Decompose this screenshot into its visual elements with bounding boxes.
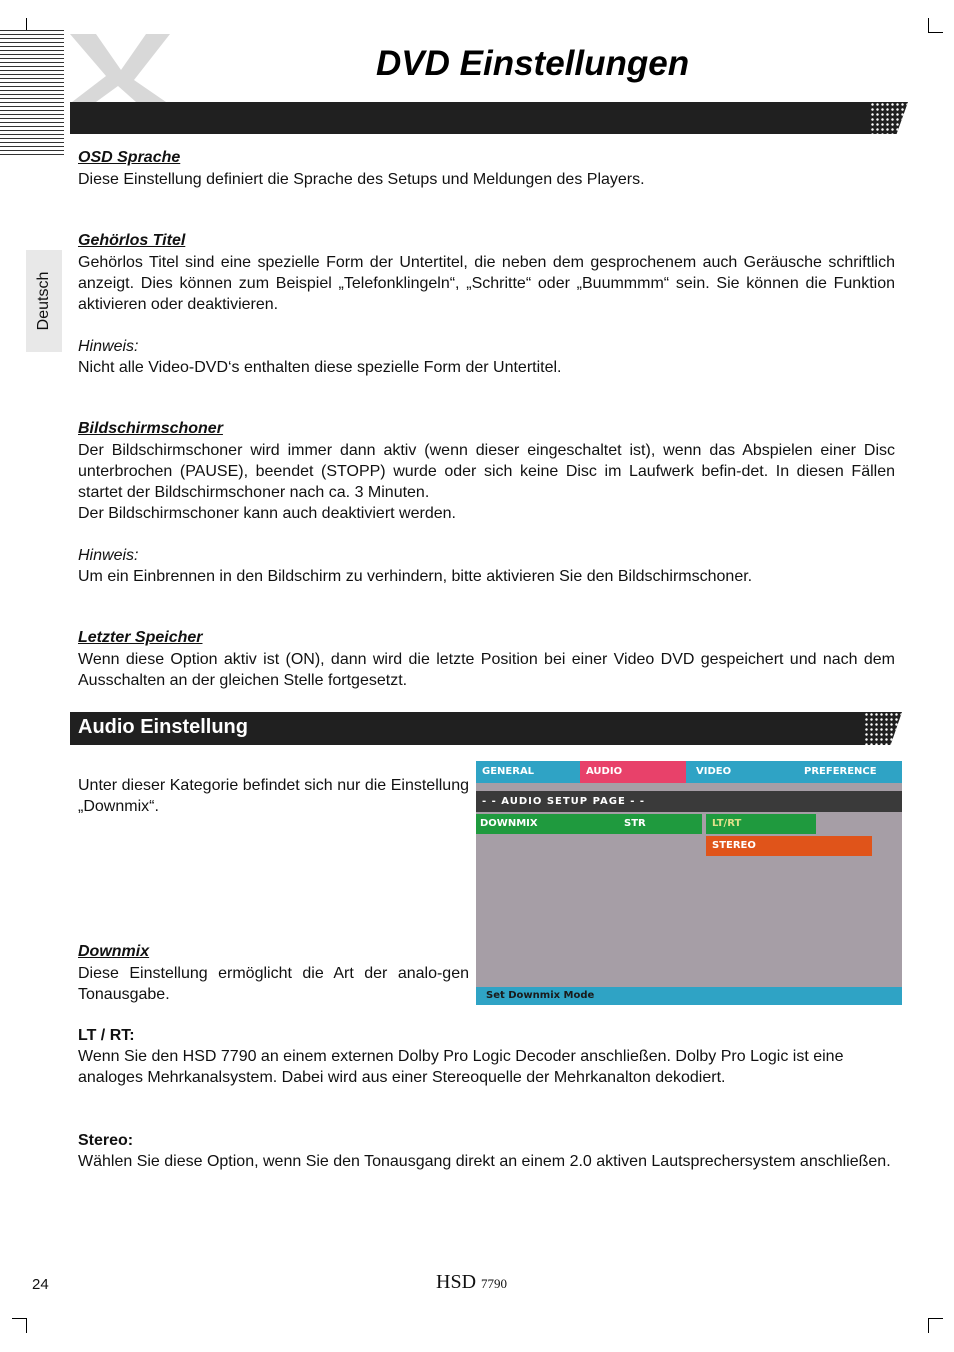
bildschirm-body-2: Der Bildschirmschoner kann auch deaktiviert werden.: [78, 505, 456, 522]
audio-setup-screenshot: [476, 761, 902, 1005]
bildschirm-body: Der Bildschirmschoner wird immer dann aktiv (wenn dieser eingeschaltet ist), wenn das Abspielen einer Disc unterbrochen (PAUSE), beendet (STOPP) wurde oder sich keine Disc im Laufwerk befin-det. In diesen Fällen startet der Bildschirmschoner nach ca. 3 Minuten.: [78, 442, 895, 501]
crop-mark-bottom-right: [928, 1318, 943, 1333]
screen-tab-preference: PREFERENCE: [804, 766, 877, 777]
screen-tab-general: GENERAL: [482, 766, 535, 777]
crop-mark-bottom-left: [12, 1318, 27, 1333]
language-label: Deutsch: [35, 271, 52, 331]
header-bar-dots: [870, 102, 908, 134]
bildschirm-note-label: Hinweis:: [78, 547, 139, 564]
ltrt-body: Wenn Sie den HSD 7790 an einem externen Dolby Pro Logic Decoder anschließen. Dolby Pro Logic ist eine analoges Mehrkanalsystem. Dabei wird aus einer Stereoquelle der Mehrkanalton dekodiert.: [78, 1048, 844, 1086]
letzter-heading: Letzter Speicher: [78, 629, 203, 646]
osd-heading: OSD Sprache: [78, 149, 181, 166]
screen-option-stereo: STEREO: [706, 836, 872, 856]
language-side-tab: [26, 250, 62, 352]
screen-tab-bar: [476, 761, 902, 783]
screen-option-ltrt: LT/RT: [706, 814, 816, 834]
footer-brand-name: HSD: [436, 1271, 477, 1293]
stereo-body: Wählen Sie diese Option, wenn Sie den Tonausgang direkt an einem 2.0 aktiven Lautsprechersystem anschließen.: [78, 1153, 891, 1170]
gehoerlos-note: Nicht alle Video-DVD‘s enthalten diese spezielle Form der Untertitel.: [78, 359, 562, 376]
bildschirm-heading: Bildschirmschoner: [78, 420, 223, 437]
letzter-body: Wenn diese Option aktiv ist (ON), dann wird die letzte Position bei einer Video DVD gespeichert und nach dem Ausschalten an der gleichen Stelle fortgesetzt.: [78, 651, 895, 689]
audio-section-bar-dots: [864, 712, 902, 745]
x-logo-icon: [66, 30, 176, 110]
gehoerlos-heading: Gehörlos Titel: [78, 232, 186, 249]
screen-downmix-label: DOWNMIX: [480, 818, 538, 829]
stereo-heading: Stereo:: [78, 1132, 134, 1149]
screen-tab-video: VIDEO: [696, 766, 732, 777]
audio-section-title: Audio Einstellung: [78, 716, 248, 738]
screen-downmix-value: STR: [624, 818, 646, 829]
audio-intro: Unter dieser Kategorie befindet sich nur die Einstellung „Downmix“.: [78, 777, 469, 815]
screen-status-bar: Set Downmix Mode: [476, 987, 902, 1005]
gehoerlos-note-label: Hinweis:: [78, 338, 139, 355]
downmix-heading: Downmix: [78, 943, 150, 960]
osd-body: Diese Einstellung definiert die Sprache des Setups und Meldungen des Players.: [78, 171, 645, 188]
ltrt-heading: LT / RT:: [78, 1027, 135, 1044]
bildschirm-note: Um ein Einbrennen in den Bildschirm zu verhindern, bitte aktivieren Sie den Bildschirmschoner.: [78, 568, 753, 585]
page-title: DVD Einstellungen: [376, 44, 690, 83]
header-bar: [70, 102, 870, 134]
screen-page-title: - - AUDIO SETUP PAGE - -: [476, 791, 902, 812]
header-stripes: [0, 30, 64, 158]
crop-mark-top-right: [928, 18, 943, 33]
downmix-body: Diese Einstellung ermöglicht die Art der analo-gen Tonausgabe.: [78, 965, 469, 1003]
gehoerlos-body: Gehörlos Titel sind eine spezielle Form der Untertitel, die neben dem gesprochenem auch Geräusche schriftlich anzeigt. Dies können zum Beispiel „Telefonklingeln“, „Schritte“ oder „Buummmm“ sein. Sie können die Funktion aktivieren oder deaktivieren.: [78, 254, 895, 313]
screen-downmix-row: [476, 814, 702, 834]
footer-brand: [436, 1271, 507, 1294]
footer-model: 7790: [481, 1276, 508, 1291]
screen-tab-audio: AUDIO: [580, 761, 686, 783]
page-number: 24: [32, 1276, 49, 1293]
